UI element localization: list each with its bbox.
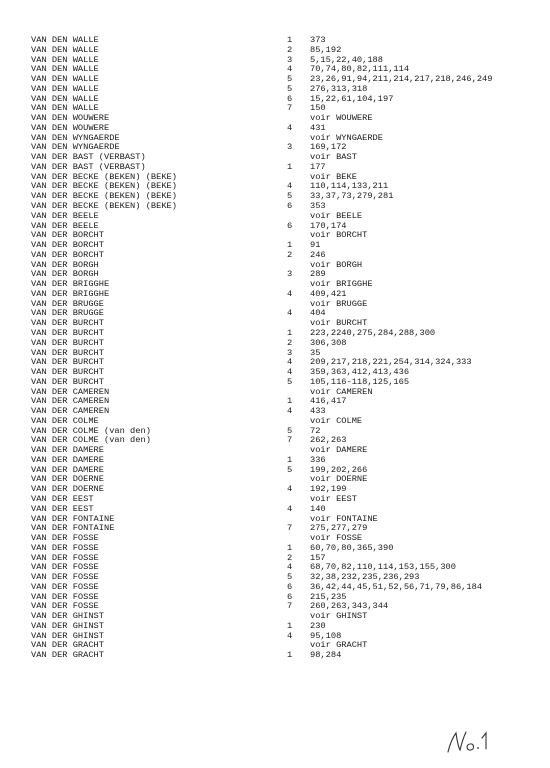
volume-number: 4 — [287, 406, 293, 417]
volume-number: 1 — [287, 327, 293, 338]
page-references: voir WOUWERE — [310, 113, 373, 124]
entry-name: VAN DEN WALLE — [31, 93, 99, 104]
volume-number: 6 — [287, 591, 293, 602]
volume-number: 5 — [287, 74, 293, 85]
page-references: voir BRUGGE — [310, 298, 368, 309]
volume-number: 1 — [287, 454, 293, 465]
entry-name: VAN DER BURCHT — [31, 337, 104, 348]
page-references: 5,15,22,40,188 — [310, 54, 383, 65]
volume-number: 1 — [287, 240, 293, 251]
entry-name: VAN DER GHINST — [31, 630, 104, 641]
page-references: 70,74,80,82,111,114 — [310, 64, 410, 75]
handwritten-signature — [446, 728, 494, 756]
page-references: 157 — [310, 552, 326, 563]
page-references: 353 — [310, 201, 326, 212]
entry-name: VAN DER EEST — [31, 503, 94, 514]
volume-number: 1 — [287, 542, 293, 553]
entry-name: VAN DER GHINST — [31, 620, 104, 631]
entry-name: VAN DER FONTAINE — [31, 513, 115, 524]
page-references: 33,37,73,279,281 — [310, 191, 394, 202]
entry-name: VAN DER BAST (VERBAST) — [31, 152, 146, 163]
page-references: 95,108 — [310, 630, 342, 641]
entry-name: VAN DER BECKE (BEKEN) (BEKE) — [31, 171, 177, 182]
volume-number: 4 — [287, 630, 293, 641]
entry-name: VAN DER BORCHT — [31, 249, 104, 260]
entry-name: VAN DEN WALLE — [31, 44, 99, 55]
page-references: 275,277,279 — [310, 523, 368, 534]
page-references: voir COLME — [310, 415, 363, 426]
volume-number: 4 — [287, 64, 293, 75]
entry-name: VAN DEN WOUWERE — [31, 113, 110, 124]
page-references: 60,70,80,365,390 — [310, 542, 394, 553]
volume-number: 1 — [287, 650, 293, 661]
page-references: voir DAMERE — [310, 445, 368, 456]
volume-number: 2 — [287, 337, 293, 348]
page-references: 359,363,412,413,436 — [310, 367, 410, 378]
entry-name: VAN DER BORGH — [31, 269, 99, 280]
volume-number: 2 — [287, 44, 293, 55]
page-references: voir BRIGGHE — [310, 279, 373, 290]
volume-number: 4 — [287, 562, 293, 573]
page-references: 409,421 — [310, 288, 347, 299]
page-references: 336 — [310, 454, 326, 465]
page-references: 170,174 — [310, 220, 347, 231]
volume-number: 7 — [287, 435, 293, 446]
entry-name: VAN DER FOSSE — [31, 591, 99, 602]
entry-name: VAN DER DAMERE — [31, 454, 104, 465]
volume-number: 4 — [287, 357, 293, 368]
entry-name: VAN DER BRIGGHE — [31, 288, 110, 299]
volume-number: 7 — [287, 601, 293, 612]
page-references: 98,284 — [310, 650, 342, 661]
page-references: 209,217,218,221,254,314,324,333 — [310, 357, 472, 368]
entry-name: VAN DER BRUGGE — [31, 308, 104, 319]
entry-name: VAN DER FONTAINE — [31, 523, 115, 534]
entry-name: VAN DER BRIGGHE — [31, 279, 110, 290]
page-references: voir BEKE — [310, 171, 357, 182]
entry-name: VAN DER COLME (van den) — [31, 425, 151, 436]
volume-number: 4 — [287, 181, 293, 192]
entry-name: VAN DER FOSSE — [31, 572, 99, 583]
page-references: 169,172 — [310, 142, 347, 153]
entry-name: VAN DER GRACHT — [31, 640, 104, 651]
page-references: 433 — [310, 406, 326, 417]
page-references: 246 — [310, 249, 326, 260]
volume-number: 1 — [287, 620, 293, 631]
volume-number: 2 — [287, 249, 293, 260]
page-references: 110,114,133,211 — [310, 181, 389, 192]
volume-number: 4 — [287, 288, 293, 299]
page-references: 15,22,61,104,197 — [310, 93, 394, 104]
entry-name: VAN DEN WALLE — [31, 103, 99, 114]
volume-number: 6 — [287, 93, 293, 104]
entry-name: VAN DEN WALLE — [31, 64, 99, 75]
page-references: 431 — [310, 122, 326, 133]
page-references: 105,116-118,125,165 — [310, 376, 410, 387]
page-references: voir WYNGAERDE — [310, 132, 383, 143]
page-references: 36,42,44,45,51,52,56,71,79,86,184 — [310, 581, 483, 592]
entry-name: VAN DER BECKE (BEKEN) (BEKE) — [31, 201, 177, 212]
volume-number: 3 — [287, 54, 293, 65]
volume-number: 3 — [287, 142, 293, 153]
page-references: 35 — [310, 347, 321, 358]
page-references: voir EEST — [310, 493, 357, 504]
page-references: voir BORCHT — [310, 230, 368, 241]
entry-name: VAN DEN WOUWERE — [31, 122, 110, 133]
volume-number: 4 — [287, 122, 293, 133]
page-references: voir BEELE — [310, 210, 363, 221]
page-references: 192,199 — [310, 484, 347, 495]
entry-name: VAN DER BORGH — [31, 259, 99, 270]
entry-name: VAN DER FOSSE — [31, 533, 99, 544]
entry-name: VAN DER DAMERE — [31, 464, 104, 475]
entry-name: VAN DER BURCHT — [31, 357, 104, 368]
page-references: 150 — [310, 103, 326, 114]
volume-number: 4 — [287, 367, 293, 378]
entry-name: VAN DER FOSSE — [31, 581, 99, 592]
entry-name: VAN DER DOERNE — [31, 484, 104, 495]
page-references: 230 — [310, 620, 326, 631]
page-references: 199,202,266 — [310, 464, 368, 475]
entry-name: VAN DER GRACHT — [31, 650, 104, 661]
volume-number: 1 — [287, 161, 293, 172]
volume-number: 4 — [287, 308, 293, 319]
entry-name: VAN DER BURCHT — [31, 318, 104, 329]
page-references: voir BORGH — [310, 259, 363, 270]
volume-number: 3 — [287, 347, 293, 358]
entry-name: VAN DER BAST (VERBAST) — [31, 161, 146, 172]
volume-number: 5 — [287, 425, 293, 436]
page-references: 23,26,91,94,211,214,217,218,246,249 — [310, 74, 493, 85]
volume-number: 1 — [287, 396, 293, 407]
page-references: voir GHINST — [310, 611, 368, 622]
entry-name: VAN DER GHINST — [31, 611, 104, 622]
entry-name: VAN DER BURCHT — [31, 347, 104, 358]
volume-number: 2 — [287, 552, 293, 563]
page-references: voir GRACHT — [310, 640, 368, 651]
page-references: 140 — [310, 503, 326, 514]
entry-name: VAN DER DOERNE — [31, 474, 104, 485]
page-references: 223,2240,275,284,288,300 — [310, 327, 436, 338]
page-references: 416,417 — [310, 396, 347, 407]
page-references: 289 — [310, 269, 326, 280]
page-references: 260,263,343,344 — [310, 601, 389, 612]
volume-number: 7 — [287, 523, 293, 534]
volume-number: 6 — [287, 581, 293, 592]
page-references: 262,263 — [310, 435, 347, 446]
page-references: 177 — [310, 161, 326, 172]
page-references: voir BURCHT — [310, 318, 368, 329]
page-references: voir FOSSE — [310, 533, 363, 544]
entry-name: VAN DER BEELE — [31, 220, 99, 231]
entry-name: VAN DEN WYNGAERDE — [31, 132, 120, 143]
volume-number: 5 — [287, 376, 293, 387]
page-references: voir DOERNE — [310, 474, 368, 485]
page-references: voir FONTAINE — [310, 513, 378, 524]
entry-name: VAN DEN WALLE — [31, 74, 99, 85]
page-references: 68,70,82,110,114,153,155,300 — [310, 562, 456, 573]
entry-name: VAN DER DAMERE — [31, 445, 104, 456]
volume-number: 5 — [287, 572, 293, 583]
volume-number: 6 — [287, 201, 293, 212]
entry-name: VAN DER BECKE (BEKEN) (BEKE) — [31, 181, 177, 192]
page-references: 373 — [310, 35, 326, 45]
page-references: 72 — [310, 425, 321, 436]
entry-name: VAN DER CAMEREN — [31, 396, 110, 407]
volume-number: 5 — [287, 83, 293, 94]
volume-number: 5 — [287, 464, 293, 475]
entry-name: VAN DER BORCHT — [31, 240, 104, 251]
entry-name: VAN DER BURCHT — [31, 376, 104, 387]
entry-name: VAN DER COLME — [31, 415, 99, 426]
index-row — [0, 651, 550, 661]
volume-number: 6 — [287, 220, 293, 231]
entry-name: VAN DER CAMEREN — [31, 406, 110, 417]
entry-name: VAN DER FOSSE — [31, 542, 99, 553]
volume-number: 4 — [287, 503, 293, 514]
entry-name: VAN DER COLME (van den) — [31, 435, 151, 446]
entry-name: VAN DEN WYNGAERDE — [31, 142, 120, 153]
entry-name: VAN DER EEST — [31, 493, 94, 504]
entry-name: VAN DER FOSSE — [31, 562, 99, 573]
index-list — [0, 36, 550, 661]
entry-name: VAN DER CAMEREN — [31, 386, 110, 397]
page-references: voir CAMEREN — [310, 386, 373, 397]
entry-name: VAN DEN WALLE — [31, 83, 99, 94]
entry-name: VAN DER BEELE — [31, 210, 99, 221]
volume-number: 3 — [287, 269, 293, 280]
volume-number: 7 — [287, 103, 293, 114]
volume-number: 4 — [287, 484, 293, 495]
entry-name: VAN DER FOSSE — [31, 552, 99, 563]
entry-name: VAN DEN WALLE — [31, 54, 99, 65]
entry-name: VAN DER FOSSE — [31, 601, 99, 612]
volume-number: 1 — [287, 35, 293, 45]
page-references: voir BAST — [310, 152, 357, 163]
page-references: 32,38,232,235,236,293 — [310, 572, 420, 583]
page-references: 404 — [310, 308, 326, 319]
page-references: 215,235 — [310, 591, 347, 602]
volume-number: 5 — [287, 191, 293, 202]
page-references: 85,192 — [310, 44, 342, 55]
entry-name: VAN DER BURCHT — [31, 327, 104, 338]
entry-name: VAN DEN WALLE — [31, 35, 99, 45]
page-references: 306,308 — [310, 337, 347, 348]
entry-name: VAN DER BECKE (BEKEN) (BEKE) — [31, 191, 177, 202]
entry-name: VAN DER BORCHT — [31, 230, 104, 241]
page-references: 91 — [310, 240, 321, 251]
page-references: 276,313,318 — [310, 83, 368, 94]
entry-name: VAN DER BURCHT — [31, 367, 104, 378]
entry-name: VAN DER BRUGGE — [31, 298, 104, 309]
